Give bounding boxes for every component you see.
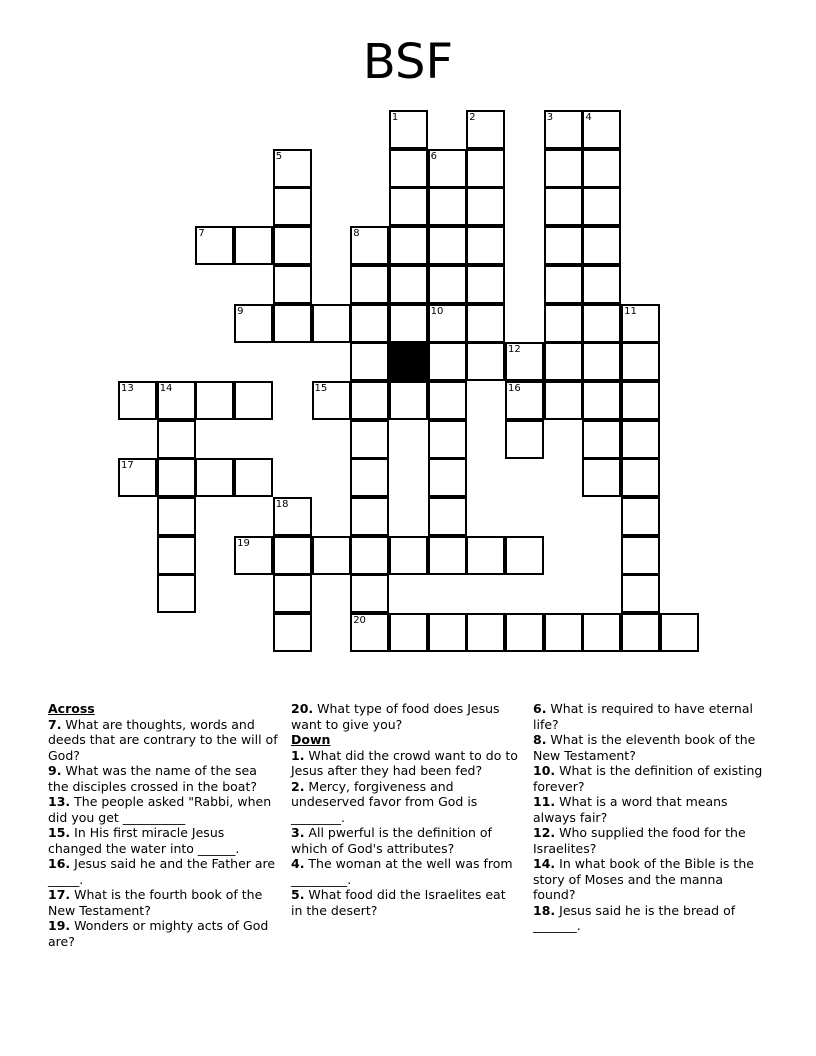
down-clue	[533, 856, 765, 903]
clues-column-2	[291, 701, 519, 918]
clue-number-label: 6.	[533, 701, 547, 716]
across-clue	[48, 856, 278, 887]
grid-cell[interactable]	[428, 149, 467, 188]
clue-number-label: 14.	[533, 856, 556, 871]
grid-cell[interactable]	[428, 536, 467, 575]
grid-cell[interactable]	[273, 149, 312, 188]
grid-cell[interactable]	[428, 613, 467, 652]
across-clue	[48, 763, 278, 794]
grid-cell[interactable]	[389, 536, 428, 575]
grid-cell[interactable]	[582, 110, 621, 149]
grid-cell[interactable]	[621, 381, 660, 420]
grid-cell[interactable]	[582, 187, 621, 226]
across-clue	[48, 825, 278, 856]
grid-cell[interactable]	[157, 574, 196, 613]
grid-cell[interactable]	[544, 187, 583, 226]
grid-cell[interactable]	[466, 613, 505, 652]
grid-cell[interactable]	[544, 381, 583, 420]
clue-text: The woman at the well was from _________.	[291, 856, 513, 887]
grid-cell[interactable]	[350, 342, 389, 381]
grid-cell[interactable]	[505, 420, 544, 459]
clue-number: 2	[469, 112, 476, 123]
clue-number-label: 18.	[533, 902, 556, 918]
grid-cell[interactable]	[157, 497, 196, 536]
grid-cell[interactable]	[350, 226, 389, 265]
grid-cell[interactable]	[157, 420, 196, 459]
grid-cell[interactable]	[428, 458, 467, 497]
grid-cell[interactable]	[621, 304, 660, 343]
grid-cell[interactable]	[118, 381, 157, 420]
clue-text: What is the definition of existing forever?	[533, 763, 763, 794]
clue-text: What was the name of the sea the disciples crossed in the boat?	[48, 763, 257, 794]
clue-text: In His first miracle Jesus changed the water into ______.	[48, 825, 240, 856]
grid-cell[interactable]	[428, 226, 467, 265]
grid-cell[interactable]	[505, 342, 544, 381]
grid-cell[interactable]	[428, 381, 467, 420]
down-clue	[533, 763, 765, 794]
clue-number-label: 9.	[48, 763, 62, 778]
clue-text: What is the eleventh book of the New Testament?	[533, 732, 756, 763]
grid-cell[interactable]	[157, 381, 196, 420]
clue-number: 1	[391, 112, 399, 123]
down-clue	[291, 856, 519, 887]
clue-number-label: 16.	[48, 856, 71, 871]
grid-cell[interactable]	[389, 110, 428, 149]
down-clue	[533, 903, 765, 934]
clue-number-label: 3.	[291, 825, 305, 840]
grid-cell[interactable]	[582, 226, 621, 265]
clue-text: What food did the Israelites eat in the desert?	[291, 887, 506, 918]
grid-cell[interactable]	[273, 536, 312, 575]
clue-number: 14	[159, 382, 173, 394]
grid-cell[interactable]	[350, 304, 389, 343]
down-heading: Down	[291, 732, 331, 747]
down-clue	[533, 794, 765, 825]
down-clue	[533, 825, 765, 856]
grid-cell[interactable]	[582, 420, 621, 459]
grid-cell[interactable]	[621, 613, 660, 652]
grid-cell[interactable]	[428, 265, 467, 304]
clue-number-label: 15.	[48, 825, 71, 840]
clue-number: 20	[353, 615, 366, 627]
grid-cell[interactable]	[466, 226, 505, 265]
black-square	[389, 342, 428, 381]
clue-number-label: 8.	[533, 732, 547, 747]
grid-cell[interactable]	[582, 149, 621, 188]
clue-number: 11	[624, 305, 637, 317]
across-clue-list	[48, 717, 278, 950]
across-clue	[48, 887, 278, 918]
grid-cell[interactable]	[350, 381, 389, 420]
grid-cell[interactable]	[273, 265, 312, 304]
grid-cell[interactable]	[312, 536, 351, 575]
grid-cell[interactable]	[195, 226, 234, 265]
grid-cell[interactable]	[660, 613, 699, 652]
clue-number: 4	[585, 112, 592, 123]
grid-cell[interactable]	[582, 304, 621, 343]
grid-cell[interactable]	[195, 381, 234, 420]
grid-cell[interactable]	[505, 613, 544, 652]
clue-number: 7	[198, 228, 205, 240]
grid-cell[interactable]	[350, 574, 389, 613]
clue-text: Who supplied the food for the Israelites?	[533, 825, 746, 856]
grid-cell[interactable]	[195, 458, 234, 497]
grid-cell[interactable]	[234, 381, 273, 420]
grid-cell[interactable]	[350, 497, 389, 536]
puzzle-title: BSF	[362, 34, 454, 90]
grid-cell[interactable]	[428, 420, 467, 459]
grid-cell[interactable]	[544, 149, 583, 188]
grid-cell[interactable]	[582, 342, 621, 381]
grid-cell[interactable]	[350, 613, 389, 652]
grid-cell[interactable]	[582, 613, 621, 652]
grid-cell[interactable]	[234, 458, 273, 497]
grid-cell[interactable]	[621, 458, 660, 497]
clue-number-label: 2.	[291, 778, 305, 794]
grid-cell[interactable]	[234, 536, 273, 575]
clue-text: What type of food does Jesus want to give you?	[291, 701, 500, 732]
grid-cell[interactable]	[350, 536, 389, 575]
clue-text: In what book of the Bible is the story of Moses and the manna found?	[533, 856, 754, 902]
clue-text: Jesus said he is the bread of _______.	[533, 902, 736, 933]
clue-number-label: 7.	[48, 716, 62, 732]
clue-text: Mercy, forgiveness and undeserved favor from God is ________.	[291, 778, 478, 825]
grid-cell[interactable]	[505, 536, 544, 575]
down-clue	[291, 779, 519, 826]
down-clue-list-continued	[533, 701, 765, 934]
clue-text: All pwerful is the definition of which of God's attributes?	[291, 825, 492, 856]
across-clue	[48, 794, 278, 825]
down-clue	[533, 732, 765, 763]
grid-cell[interactable]	[544, 226, 583, 265]
grid-cell[interactable]	[389, 613, 428, 652]
across-clue	[291, 701, 519, 732]
grid-cell[interactable]	[544, 304, 583, 343]
grid-cell[interactable]	[312, 381, 351, 420]
grid-cell[interactable]	[582, 458, 621, 497]
clue-text: What is the fourth book of the New Testament?	[48, 887, 263, 918]
clue-number-label: 20.	[291, 701, 314, 716]
grid-cell[interactable]	[621, 342, 660, 381]
clue-number-label: 17.	[48, 887, 71, 902]
across-heading: Across	[48, 701, 95, 716]
grid-cell[interactable]	[544, 613, 583, 652]
grid-cell[interactable]	[621, 420, 660, 459]
clue-number: 12	[508, 344, 521, 356]
clue-number-label: 10.	[533, 763, 556, 778]
clue-number: 17	[121, 460, 134, 472]
clue-number: 19	[237, 537, 250, 549]
across-clue	[48, 717, 278, 764]
clues-column-3	[533, 701, 765, 934]
grid-cell[interactable]	[350, 265, 389, 304]
clue-number-label: 4.	[291, 856, 305, 871]
grid-cell[interactable]	[428, 497, 467, 536]
grid-cell[interactable]	[389, 226, 428, 265]
grid-cell[interactable]	[466, 304, 505, 343]
clue-number: 8	[353, 228, 360, 240]
clue-number: 15	[314, 382, 328, 394]
grid-cell[interactable]	[273, 613, 312, 652]
grid-cell[interactable]	[234, 304, 273, 343]
clue-number: 13	[121, 382, 134, 394]
down-clue	[291, 887, 519, 918]
clue-text: What is required to have eternal life?	[533, 701, 753, 732]
grid-cell[interactable]	[544, 110, 583, 149]
down-clue-list	[291, 748, 519, 919]
grid-cell[interactable]	[621, 497, 660, 536]
grid-cell[interactable]	[273, 497, 312, 536]
across-clue-list-continued	[291, 701, 519, 732]
grid-cell[interactable]	[428, 187, 467, 226]
grid-cell[interactable]	[118, 458, 157, 497]
grid-cell[interactable]	[389, 265, 428, 304]
clue-number-label: 5.	[291, 887, 305, 902]
clues-column-1	[48, 701, 278, 949]
grid-cell[interactable]	[389, 187, 428, 226]
clue-text: The people asked "Rabbi, when did you get __________	[48, 794, 272, 825]
grid-cell[interactable]	[466, 536, 505, 575]
across-clue	[48, 918, 278, 949]
clue-number-label: 13.	[48, 794, 71, 809]
clue-text: What are thoughts, words and deeds that are contrary to the will of God?	[48, 716, 278, 763]
clue-number-label: 1.	[291, 747, 305, 763]
grid-cell[interactable]	[466, 149, 505, 188]
grid-cell[interactable]	[157, 536, 196, 575]
grid-cell[interactable]	[621, 574, 660, 613]
grid-cell[interactable]	[312, 304, 351, 343]
grid-cell[interactable]	[273, 187, 312, 226]
down-clue	[533, 701, 765, 732]
grid-cell[interactable]	[428, 342, 467, 381]
grid-cell[interactable]	[544, 265, 583, 304]
grid-cell[interactable]	[350, 420, 389, 459]
clue-number: 9	[237, 305, 244, 317]
clue-text: Jesus said he and the Father are _____.	[48, 856, 276, 887]
clue-number-label: 12.	[533, 825, 556, 840]
grid-cell[interactable]	[466, 110, 505, 149]
clue-number: 3	[546, 112, 554, 123]
grid-cell[interactable]	[157, 458, 196, 497]
grid-cell[interactable]	[273, 304, 312, 343]
clue-text: What is a word that means always fair?	[533, 794, 728, 825]
grid-cell[interactable]	[389, 304, 428, 343]
grid-cell[interactable]	[273, 226, 312, 265]
grid-cell[interactable]	[621, 536, 660, 575]
clue-number-label: 11.	[533, 794, 556, 809]
grid-cell[interactable]	[389, 149, 428, 188]
grid-cell[interactable]	[389, 381, 428, 420]
grid-cell[interactable]	[350, 458, 389, 497]
down-clue	[291, 825, 519, 856]
grid-cell[interactable]	[582, 265, 621, 304]
grid-cell[interactable]	[466, 265, 505, 304]
clue-number: 6	[430, 150, 437, 162]
clue-number: 10	[430, 305, 444, 317]
clue-number: 5	[275, 150, 283, 162]
grid-cell[interactable]	[273, 574, 312, 613]
clue-number: 18	[275, 499, 289, 510]
clue-text: Wonders or mighty acts of God are?	[48, 918, 269, 949]
grid-cell[interactable]	[466, 342, 505, 381]
clue-text: What did the crowd want to do to Jesus after they had been fed?	[291, 747, 518, 778]
grid-cell[interactable]	[234, 226, 273, 265]
down-clue	[291, 748, 519, 779]
clue-number: 16	[508, 382, 521, 394]
grid-cell[interactable]	[582, 381, 621, 420]
grid-cell[interactable]	[466, 187, 505, 226]
grid-cell[interactable]	[428, 304, 467, 343]
grid-cell[interactable]	[505, 381, 544, 420]
grid-cell[interactable]	[544, 342, 583, 381]
clue-number-label: 19.	[48, 918, 71, 933]
